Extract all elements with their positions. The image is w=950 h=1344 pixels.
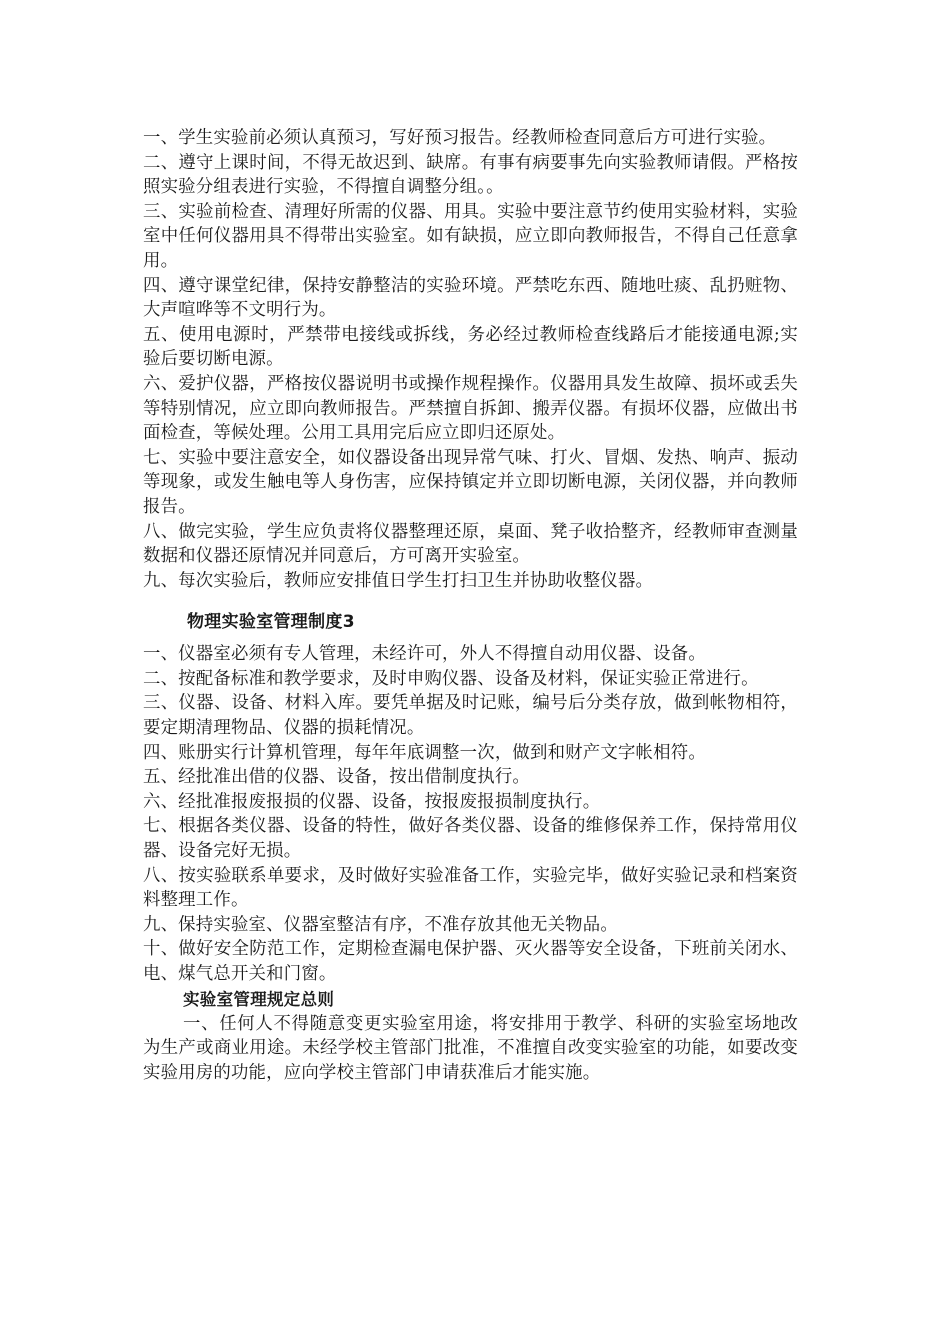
section-3-item-2: 二、按配备标准和教学要求，及时申购仪器、设备及材料，保证实验正常进行。 [143,668,759,689]
rule-item-9: 九、每次实验后，教师应安排值日学生打扫卫生并协助收整仪器。 [143,570,654,591]
general-rules-paragraph: 一、任何人不得随意变更实验室用途，将安排用于教学、科研的实验室场地改为生产或商业用途。未经学校主管部门批准，不准擅自改变实验室的功能，如要改变实验用房的功能，应向学校主管部门申请获准后才能实施。 [143,1013,798,1083]
lab-rules-list [143,126,798,593]
document-page [143,126,798,1085]
rule-item-4: 四、遵守课堂纪律，保持安静整洁的实验环境。严禁吃东西、随地吐痰、乱扔赃物、大声喧哗等不文明行为。 [143,275,798,321]
section-3-item-8: 八、按实验联系单要求，及时做好实验准备工作，实验完毕，做好实验记录和档案资料整理工作。 [143,865,798,911]
section-3-item-5: 五、经批准出借的仪器、设备，按出借制度执行。 [143,767,530,788]
section-3-item-7: 七、根据各类仪器、设备的特性，做好各类仪器、设备的维修保养工作，保持常用仪器、设备完好无损。 [143,816,798,862]
rule-item-8: 八、做完实验，学生应负责将仪器整理还原，桌面、凳子收拾整齐，经教师审查测量数据和仪器还原情况并同意后，方可离开实验室。 [143,521,798,567]
general-rules-title: 实验室管理规定总则 [183,989,335,1009]
rule-item-6: 六、爱护仪器，严格按仪器说明书或操作规程操作。仪器用具发生故障、损坏或丢失等特别情况，应立即向教师报告。严禁擅自拆卸、搬弄仪器。有损坏仪器，应做出书面检查，等候处理。公用工具用完后应立即归还原处。 [143,373,798,444]
section-3-list [143,642,798,986]
section-3-item-9: 九、保持实验室、仪器室整洁有序，不准存放其他无关物品。 [143,914,618,935]
rule-item-2: 二、遵守上课时间，不得无故迟到、缺席。有事有病要事先向实验教师请假。严格按照实验分组表进行实验，不得擅自调整分组。。 [143,152,798,198]
rule-item-5: 五、使用电源时，严禁带电接线或拆线，务必经过教师检查线路后才能接通电源;实验后要切断电源。 [143,324,798,370]
section-3-item-10: 十、做好安全防范工作，定期检查漏电保护器、灭火器等安全设备，下班前关闭水、电、煤气总开关和门窗。 [143,939,798,984]
rule-item-3: 三、实验前检查、清理好所需的仪器、用具。实验中要注意节约使用实验材料，实验室中任何仪器用具不得带出实验室。如有缺损，应立即向教师报告，不得自己任意拿用。 [143,201,798,271]
rule-item-1: 一、学生实验前必须认真预习，写好预习报告。经教师检查同意后方可进行实验。 [143,128,777,148]
section-3-item-6: 六、经批准报废报损的仪器、设备，按报废报损制度执行。 [143,791,601,812]
section-3-item-1: 一、仪器室必须有专人管理，未经许可，外人不得擅自动用仪器、设备。 [143,644,706,665]
section-3-item-4: 四、账册实行计算机管理，每年年底调整一次，做到和财产文字帐相符。 [143,742,706,763]
rule-item-7: 七、实验中要注意安全，如仪器设备出现异常气味、打火、冒烟、发热、响声、振动等现象，或发生触电等人身伤害，应保持镇定并立即切断电源，关闭仪器，并向教师报告。 [143,447,798,517]
section-3-title: 物理实验室管理制度3 [187,612,355,633]
section-3-item-3: 三、仪器、设备、材料入库。要凭单据及时记账，编号后分类存放，做到帐物相符，要定期清理物品、仪器的损耗情况。 [143,693,798,739]
